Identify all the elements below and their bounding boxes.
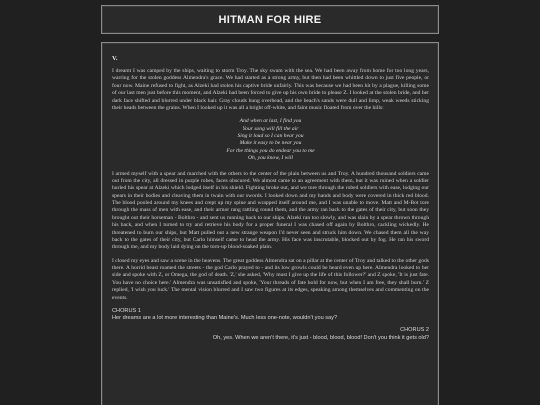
page-title: HITMAN FOR HIRE: [218, 13, 322, 26]
lyric-line: Make it easy to be near you: [239, 140, 302, 147]
chorus-2-label: CHORUS 2: [400, 326, 429, 333]
song-lyrics: [112, 118, 429, 162]
story-paragraph-1: I dreamt I was camped by the ships, waiting to storm Troy. The sky swam with the sea. We had been away from home for too long years, warring for the stolen goddess Almendra's grace. We had started as a strong army, but then had been whittled down to just five people, or four now. Maine refused to fight, as Alzeki had stolen his captive bride unfairly. This was because we had been hit by a plague, killing some of our last men just before this moment, and Alzeki had been forced to give up his own bride to please Z. I looked at the stolen bride, and her dark face shifted and blurred under black hair. Gray clouds hung overhead, and the beach's sands were dull and limp, weak weeds sticking their heads between the grains. When I looked up it was all a bright off-white, and faint music floated from over the hills:: [112, 68, 429, 111]
chorus-1-label: CHORUS 1: [112, 307, 141, 314]
lyric-line: Oh, you know, I will: [248, 155, 293, 162]
story-content: [101, 42, 439, 405]
title-box: [101, 5, 439, 34]
story-paragraph-2: I armed myself with a spear and marched with the others to the center of the plain between us and Troy. A hundred thousand soldiers came out from the city, all dressed in purple robes, faces obscured. We almost came to an agreement with them, but it was ruined when a soldier hurled his spear at Alzeki which lodged itself in his shield. Fighting broke out, and we tore through the robed soldiers with ease, lodging our spears in their bodies and cleaving them in twain with our swords. I looked down and my hands and body were covered in thick red blood. The blood pooled around my knees and crept up my spine and wrapped itself around me, and I was unable to move. Matt and M-Bot tore through the mass of men with ease, and their armor rang rattling round them, and the army ran back to the gates of their city, but soon they brought out their horseman - Bolthro - and sent us running back to our ships. Alzeki ran too slowly, and was slain by a spear thrown through his back, and when I turned to try and retrieve his body for a proper funeral I was chased off again by Bolthro, cackling wickedly. He threatened to burn our ships, but Matt pulled out a new strange weapon I'd never seen and struck him down. We chased them all the way back to the gates of their city, but Carlo himself came to head the army. His face was inscrutable, blocked out by fog. He ran his sword through me, and my body laid dying on the torn-up blood-soaked plain.: [112, 170, 429, 251]
lyric-line: And when at last, I find you: [239, 118, 302, 125]
lyric-line: Sing it loud so I can hear you: [237, 133, 304, 139]
lyric-line: For the things you do endear you to me: [226, 147, 315, 154]
lyric-line: Your song will fill the air: [242, 125, 299, 132]
chorus-2: [112, 327, 429, 342]
chorus-2-line: Oh, yes. When we aren't there, it's just - blood, blood, blood! Don't you think it gets old?: [212, 334, 429, 341]
chorus-1-line: Her dreams are a lot more interesting than Maine's. Much less one-note, wouldn't you say?: [112, 315, 338, 322]
story-paragraph-3: I closed my eyes and saw a scene in the heavens. The great goddess Almendra sat on a pillar at the center of Troy and talked to the other gods there. A horrid beast roamed the streets - the god Carlo prayed to - and its low growls could be heard even up here. Almendra looked to her side and spoke with Z, or Omega, the god of death. 'Z,' she asked, 'Why must I give up the life of this follower?' and Z spoke, 'It is just fate. You have no choice here.' Almendra was unsatisfied and spoke, 'Your threads of fate hold for now, but when I am free, they shall burn.' Z replied, 'I wish you luck.' The mental vision blurred and I saw two figures at its edges, speaking among themselves and commenting on the events.: [112, 257, 429, 301]
chorus-1: [112, 308, 429, 323]
chapter-heading: V.: [112, 55, 118, 62]
